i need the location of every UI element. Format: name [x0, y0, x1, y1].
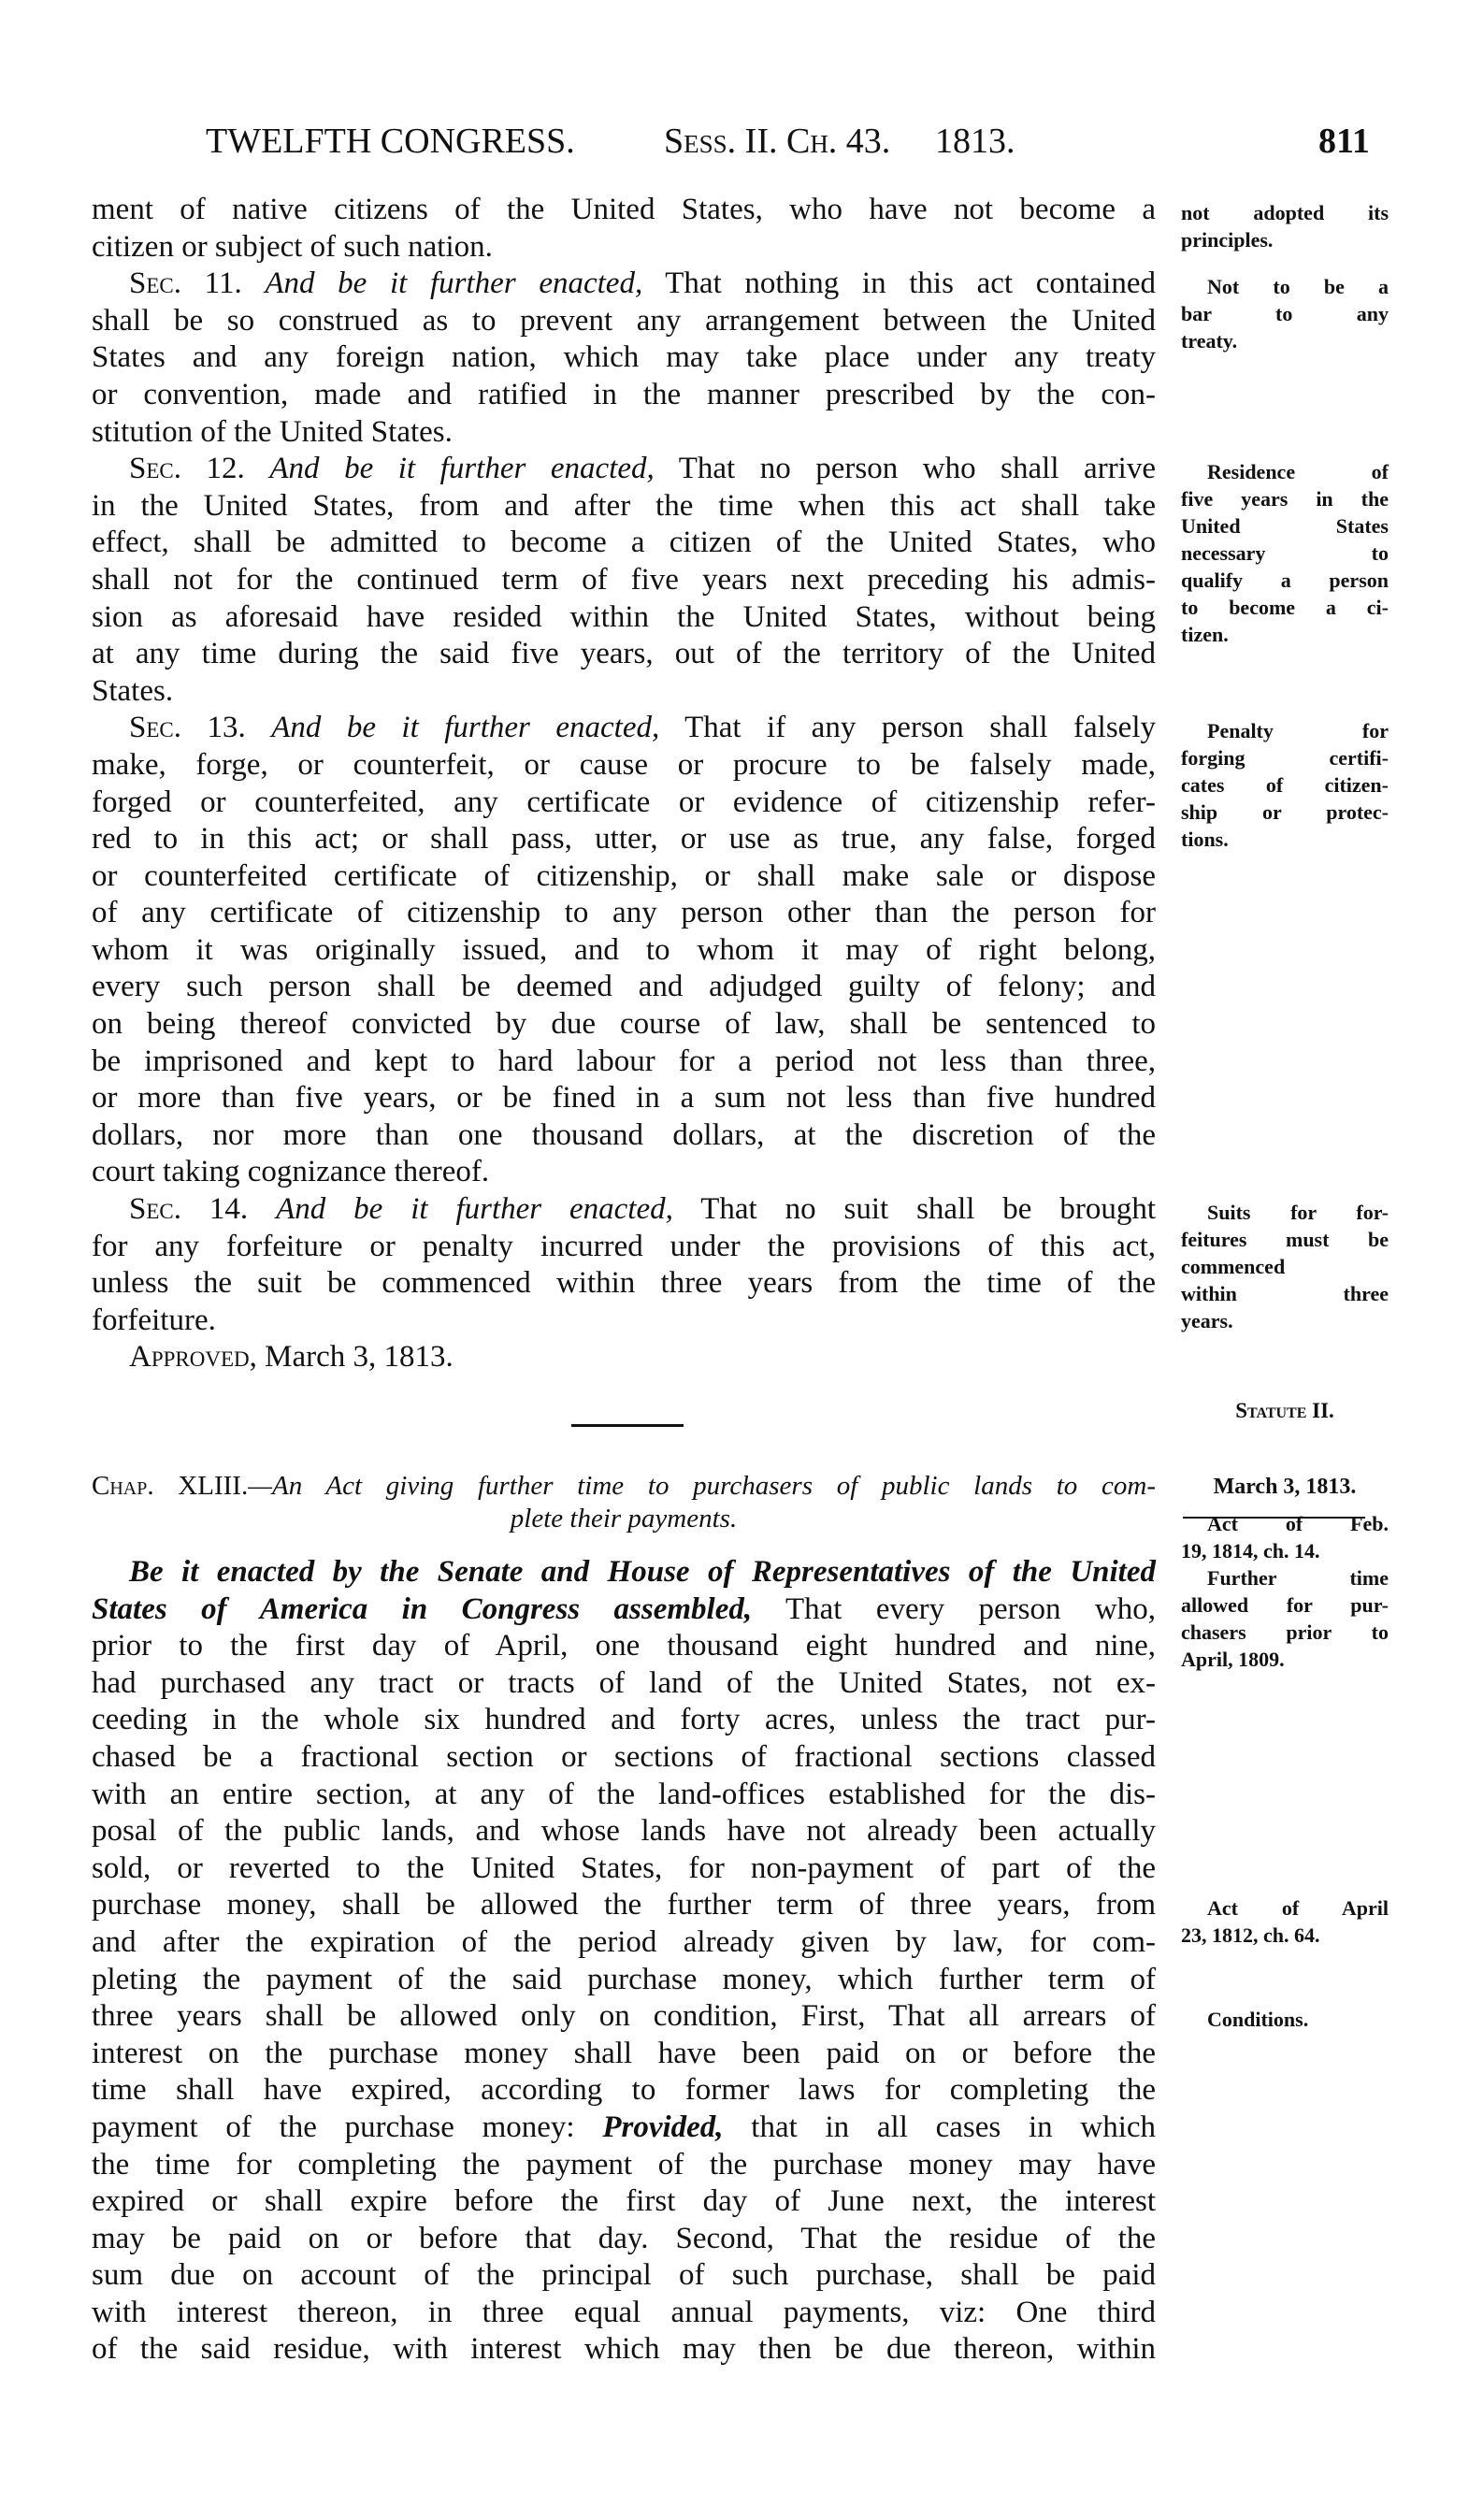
marginal-note-line: not adopted its	[1181, 201, 1389, 224]
marginal-note-line: qualify a person	[1181, 569, 1389, 592]
text-run: 11.	[181, 266, 266, 301]
text-run: States.	[92, 673, 174, 708]
marginal-note-line: Act of Feb.	[1207, 1512, 1389, 1535]
text-line	[92, 969, 1156, 1006]
text-line	[92, 1887, 1156, 1924]
text-run: forfeiture.	[92, 1303, 216, 1337]
text-line	[92, 1265, 1156, 1303]
text-run: with an entire section, at any of the land-offices established for the dis-	[92, 1777, 1156, 1811]
text-run: be imprisoned and kept to hard labour for a period not less than three,	[92, 1044, 1156, 1078]
text-run: prior to the first day of April, one thousand eight hundred and nine,	[92, 1629, 1156, 1663]
text-line	[92, 2331, 1156, 2369]
marginal-note	[1181, 2006, 1389, 2033]
text-line	[92, 1554, 1156, 1591]
section-divider-rule	[571, 1424, 684, 1427]
marginal-note-line: treaty.	[1181, 329, 1238, 353]
text-line	[92, 1191, 1156, 1229]
text-run: 13.	[181, 711, 272, 745]
text-line	[92, 303, 1156, 340]
chapter-title: —An Act giving further time to purchasers of public lands to com-	[248, 1471, 1156, 1501]
text-run: effect, shall be admitted to become a citizen of the United States, who	[92, 526, 1156, 560]
marginal-note	[1181, 1510, 1389, 1673]
text-line	[92, 1303, 1156, 1340]
text-run: or counterfeited certificate of citizenship, or shall make sale or dispose	[92, 858, 1156, 893]
text-line	[92, 339, 1156, 377]
marginal-note-line: commenced	[1181, 1255, 1286, 1278]
text-run: citizen or subject of such nation.	[92, 229, 493, 264]
section-label: Sec.	[129, 266, 181, 301]
marginal-note	[1181, 458, 1389, 648]
marginal-note-line: Residence of	[1207, 460, 1389, 483]
text-line	[92, 192, 1156, 229]
text-run: court taking cognizance thereof.	[92, 1155, 490, 1189]
emphasized-text: And be it further enacted,	[276, 1192, 673, 1227]
marginal-note-line: to become a ci-	[1181, 596, 1389, 619]
text-run: shall be so construed as to prevent any arrangement between the United	[92, 303, 1156, 338]
marginal-note-line: allowed for pur-	[1181, 1593, 1389, 1617]
text-line	[92, 562, 1156, 599]
text-run: of the said residue, with interest which may then be due thereon, within	[92, 2332, 1156, 2367]
text-run: and after the expiration of the period already given by law, for com-	[92, 1924, 1156, 1959]
marginal-note-line: cates of citizen-	[1181, 773, 1389, 797]
text-line	[92, 1850, 1156, 1888]
text-run: pleting the payment of the said purchase money, which further term of	[92, 1962, 1156, 1996]
text-run: sum due on account of the principal of such purchase, shall be paid	[92, 2258, 1156, 2293]
text-line	[92, 1339, 1156, 1376]
text-run: shall not for the continued term of five years next preceding his admis-	[92, 562, 1156, 597]
text-run: , March 3, 1813.	[249, 1340, 454, 1375]
marginal-note-line: bar to any	[1181, 302, 1389, 325]
text-line	[92, 229, 1156, 266]
text-run: expired or shall expire before the first day of June next, the interest	[92, 2184, 1156, 2219]
marginal-note	[1181, 717, 1389, 853]
text-run: red to in this act; or shall pass, utter, or use as true, any false, forged	[92, 822, 1156, 857]
marginal-note-line: chasers prior to	[1181, 1620, 1389, 1644]
text-run: That no person who shall arrive	[654, 452, 1156, 486]
text-line	[92, 525, 1156, 562]
text-run: that in all cases in which	[723, 2110, 1157, 2144]
text-line	[92, 1702, 1156, 1739]
text-line	[92, 2257, 1156, 2295]
emphasized-text: And be it further enacted,	[271, 711, 660, 745]
text-line	[92, 932, 1156, 970]
text-run: may be paid on or before that day. Second, That the residue of the	[92, 2221, 1156, 2255]
marginal-note-line: Act of April	[1207, 1896, 1389, 1920]
emphasized-text: Provided,	[602, 2110, 724, 2144]
enacting-clause	[92, 1554, 1156, 2369]
text-line	[92, 1006, 1156, 1044]
text-run: 12.	[181, 452, 270, 486]
text-run: That if any person shall falsely	[659, 711, 1156, 745]
marginal-note-line: principles.	[1181, 228, 1274, 252]
text-run: That every person who,	[752, 1591, 1156, 1626]
text-line	[92, 488, 1156, 526]
text-run: unless the suit be commenced within three years from the time of the	[92, 1266, 1156, 1301]
text-run: States and any foreign nation, which may take place under any treaty	[92, 340, 1156, 375]
text-line	[92, 1962, 1156, 1999]
text-run: That no suit shall be brought	[672, 1192, 1157, 1227]
text-run: payment of the purchase money:	[92, 2110, 603, 2144]
marginal-note-line: 19, 1814, ch. 14.	[1181, 1539, 1320, 1562]
text-run: of any certificate of citizenship to any person other than the person for	[92, 896, 1156, 930]
text-run: stitution of the United States.	[92, 414, 453, 449]
marginal-note-line: tions.	[1181, 828, 1229, 851]
text-run: forged or counterfeited, any certificate or evidence of citizenship refer-	[92, 785, 1156, 819]
marginal-note-line: feitures must be	[1181, 1228, 1389, 1251]
section-label: Approved	[129, 1340, 250, 1375]
running-head-year: 1813.	[935, 122, 1015, 161]
text-run: ment of native citizens of the United States, who have not become a	[92, 193, 1156, 226]
text-run: the time for completing the payment of the purchase money may have	[92, 2147, 1156, 2182]
marginal-note	[1181, 1894, 1389, 1949]
text-line	[92, 895, 1156, 932]
marginal-note-line: five years in the	[1181, 487, 1389, 511]
text-line	[92, 599, 1156, 637]
text-line	[92, 858, 1156, 896]
text-line	[92, 1777, 1156, 1814]
page-number: 811	[1318, 122, 1370, 161]
text-run: That nothing in this act contained	[642, 266, 1156, 301]
text-line	[92, 2147, 1156, 2184]
text-run: sion as aforesaid have resided within the United States, without being	[92, 599, 1156, 634]
text-run: had purchased any tract or tracts of land of the United States, not ex-	[92, 1665, 1156, 1700]
emphasized-text: Be it enacted by the Senate and House of Representatives of the United	[129, 1555, 1156, 1589]
text-line	[92, 1591, 1156, 1629]
text-line	[92, 1229, 1156, 1266]
text-line	[92, 2036, 1156, 2073]
section-label: Sec.	[129, 452, 181, 486]
text-line	[92, 1924, 1156, 1962]
text-run: with interest thereon, in three equal annual payments, viz: One third	[92, 2295, 1156, 2329]
text-run: posal of the public lands, and whose lands have not already been actually	[92, 1814, 1156, 1849]
text-run: time shall have expired, according to former laws for completing the	[92, 2073, 1156, 2108]
emphasized-text: And be it further enacted,	[269, 452, 655, 486]
marginal-note	[1181, 199, 1389, 253]
marginal-note-line: Further time	[1207, 1566, 1389, 1590]
marginal-note-line: years.	[1181, 1309, 1233, 1332]
chapter-title-continued: plete their payments.	[510, 1504, 738, 1534]
text-run: make, forge, or counterfeit, or cause or procure to be falsely made,	[92, 747, 1156, 782]
text-line	[92, 636, 1156, 673]
marginal-note-line: tizen.	[1181, 623, 1229, 646]
marginal-note-line: 23, 1812, ch. 64.	[1181, 1923, 1320, 1947]
text-line	[92, 1813, 1156, 1850]
marginal-note-line: Penalty for	[1207, 719, 1389, 742]
marginal-note-line: within three	[1181, 1282, 1389, 1305]
main-text-column	[92, 192, 1156, 1376]
marginal-note-line: necessary to	[1181, 541, 1389, 565]
text-line	[92, 414, 1156, 452]
text-run: every such person shall be deemed and adjudged guilty of felony; and	[92, 970, 1156, 1004]
text-line	[92, 266, 1156, 303]
text-run: ceeding in the whole six hundred and forty acres, unless the tract pur-	[92, 1703, 1156, 1737]
text-line	[92, 2221, 1156, 2258]
text-line	[92, 1044, 1156, 1081]
text-run: dollars, nor more than one thousand dollars, at the discretion of the	[92, 1117, 1156, 1152]
text-line	[92, 1154, 1156, 1191]
text-line	[92, 2072, 1156, 2110]
marginal-note-line: Suits for for-	[1207, 1201, 1389, 1224]
text-line	[92, 1628, 1156, 1665]
text-run: for any forfeiture or penalty incurred under the provisions of this act,	[92, 1229, 1156, 1263]
marginal-note	[1181, 1199, 1389, 1334]
text-line	[92, 673, 1156, 711]
text-line	[92, 2110, 1156, 2147]
text-line	[92, 821, 1156, 858]
text-run: interest on the purchase money shall have been paid on or before the	[92, 2036, 1156, 2070]
chapter-heading	[92, 1470, 1156, 1535]
text-line	[92, 2183, 1156, 2221]
text-run: 14.	[181, 1192, 277, 1227]
marginal-note-line: Not to be a	[1207, 275, 1389, 298]
running-head-title: TWELFTH CONGRESS.	[206, 122, 575, 161]
emphasized-text: States of America in Congress assembled,	[92, 1591, 753, 1626]
marginal-note-line: United States	[1181, 514, 1389, 538]
text-line	[92, 451, 1156, 488]
text-run: chased be a fractional section or sections of fractional sections classed	[92, 1739, 1156, 1774]
text-run: in the United States, from and after the time when this act shall take	[92, 488, 1156, 523]
text-line	[92, 1665, 1156, 1703]
text-line	[92, 1117, 1156, 1155]
marginal-note-line: forging certifi-	[1181, 746, 1389, 770]
statute-label: Statute II.	[1235, 1399, 1334, 1422]
statute-date: March 3, 1813.	[1213, 1475, 1357, 1499]
chapter-label: Chap. XLIII.	[92, 1471, 249, 1501]
text-run: three years shall be allowed only on condition, First, That all arrears of	[92, 1999, 1156, 2034]
text-line	[92, 785, 1156, 822]
section-label: Sec.	[129, 1192, 181, 1227]
text-line	[92, 1739, 1156, 1777]
text-run: sold, or reverted to the United States, for non-payment of part of the	[92, 1850, 1156, 1885]
text-line	[92, 710, 1156, 747]
marginal-note	[1181, 273, 1389, 354]
text-line	[92, 1998, 1156, 2036]
text-line	[92, 747, 1156, 785]
section-label: Sec.	[129, 711, 181, 745]
text-run: whom it was originally issued, and to whom it may of right belong,	[92, 932, 1156, 967]
text-line	[92, 1080, 1156, 1117]
marginal-note-line: ship or protec-	[1181, 800, 1389, 824]
marginal-note-line: Conditions.	[1207, 2008, 1309, 2031]
emphasized-text: And be it further enacted,	[265, 266, 643, 301]
text-run: on being thereof convicted by due course of law, shall be sentenced to	[92, 1007, 1156, 1042]
text-line	[92, 2295, 1156, 2332]
marginal-note-line: April, 1809.	[1181, 1648, 1285, 1671]
text-run: or convention, made and ratified in the manner prescribed by the con-	[92, 377, 1156, 411]
text-run: at any time during the said five years, out of the territory of the United	[92, 637, 1156, 671]
chapter-title-line	[92, 1470, 1156, 1503]
text-line	[92, 377, 1156, 414]
running-head-session: Sess. II. Ch. 43.	[664, 122, 891, 161]
text-run: purchase money, shall be allowed the further term of three years, from	[92, 1888, 1156, 1922]
text-run: or more than five years, or be fined in a sum not less than five hundred	[92, 1081, 1156, 1116]
